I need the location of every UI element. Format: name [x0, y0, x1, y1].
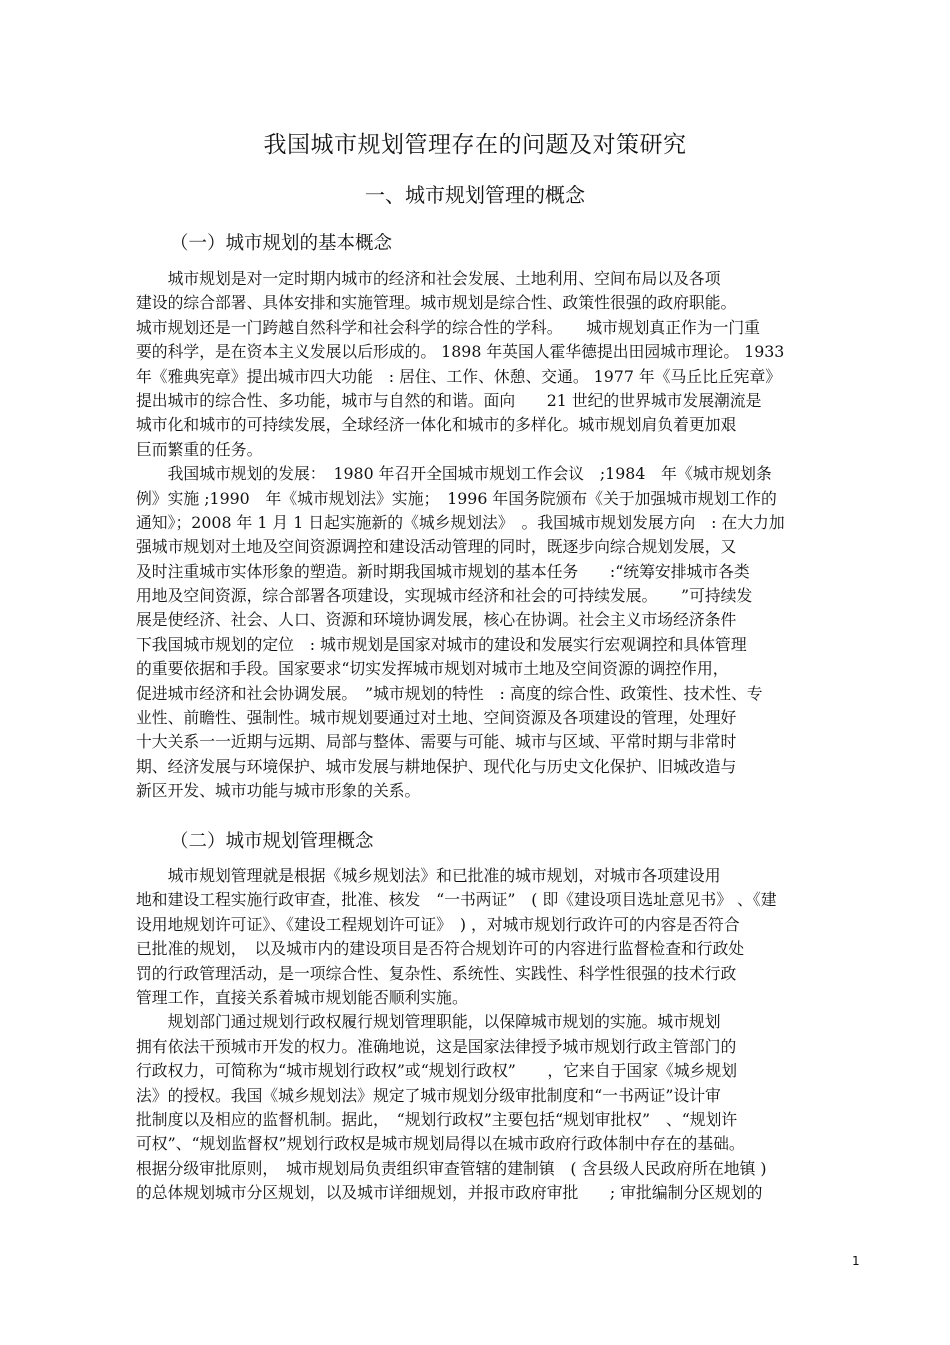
text-line: 城市规划还是一门跨越自然科学和社会科学的综合性的学科。 城市规划真正作为一门重: [136, 317, 760, 337]
text-line: 年《雅典宪章》提出城市四大功能 : 居住、工作、休憩、交通。 1977 年《马丘比丘宪章》: [136, 366, 782, 386]
text-line: 期、经济发展与环境保护、城市发展与耕地保护、现代化与历史文化保护、旧城改造与: [136, 756, 737, 776]
text-line: 根据分级审批原则， 城市规划局负责组织审查管辖的建制镇 ( 含县级人民政府所在地镇 ): [136, 1158, 767, 1178]
text-line: 罚的行政管理活动，是一项综合性、复杂性、系统性、实践性、科学性很强的技术行政: [136, 963, 737, 983]
text-line: 十大关系一一近期与远期、局部与整体、需要与可能、城市与区域、平常时期与非常时: [136, 732, 737, 752]
body-text-block-1: [136, 267, 866, 804]
text-line: 通知》；2008 年 1 月 1 日起实施新的《城乡规划法》 。我国城市规划发展方向 : 在大力加: [136, 512, 785, 532]
document-title: 我国城市规划管理存在的问题及对策研究: [263, 132, 687, 158]
text-line: 批制度以及相应的监督机制。据此， “规划行政权”主要包括“规划审批权” 、“规划许: [136, 1109, 738, 1129]
text-line: 巨而繁重的任务。: [136, 439, 263, 459]
text-line: 新区开发、城市功能与城市形象的关系。: [136, 781, 421, 801]
text-line: 可权”、“规划监督权”规划行政权是城市规划局得以在城市政府行政体制中存在的基础。: [136, 1134, 745, 1154]
text-line: 提出城市的综合性、多功能，城市与自然的和谐。面向 21 世纪的世界城市发展潮流是: [136, 390, 762, 410]
text-line: 要的科学，是在资本主义发展以后形成的。 1898 年英国人霍华德提出田园城市理论。 1933: [136, 342, 785, 362]
text-line: 法》的授权。我国《城乡规划法》规定了城市规划分级审批制度和“一书两证”设计审: [136, 1085, 721, 1105]
text-line: 用地及空间资源，综合部署各项建设，实现城市经济和社会的可持续发展。 ”可持续发: [136, 586, 753, 606]
text-line: 已批准的规划， 以及城市内的建设项目是否符合规划许可的内容进行监督检查和行政处: [136, 939, 745, 959]
text-line: 展是使经济、社会、人口、资源和环境协调发展，核心在协调。社会主义市场经济条件: [136, 610, 737, 630]
text-line: 城市规划管理就是根据《城乡规划法》和已批准的城市规划，对城市各项建设用: [136, 866, 721, 885]
text-line: 例》实施 ;1990 年《城市规划法》实施； 1996 年国务院颁布《关于加强城市规划工作的: [136, 488, 777, 508]
text-line: 规划部门通过规划行政权履行规划管理职能，以保障城市规划的实施。城市规划: [136, 1012, 721, 1032]
text-line: 城市规划是对一定时期内城市的经济和社会发展、土地利用、空间布局以及各项: [136, 269, 721, 288]
text-line: 的总体规划城市分区规划，以及城市详细规划，并报市政府审批 ; 审批编制分区规划的: [136, 1183, 763, 1203]
text-line: 建设的综合部署、具体安排和实施管理。城市规划是综合性、政策性很强的政府职能。: [136, 293, 737, 313]
text-line: 促进城市经济和社会协调发展。 ”城市规划的特性 : 高度的综合性、政策性、技术性、专: [136, 683, 763, 703]
section-heading: 一、城市规划管理的概念: [365, 183, 585, 207]
body-text-block-2: [136, 864, 866, 1205]
text-line: 强城市规划对土地及空间资源调控和建设活动管理的同时，既逐步向综合规划发展，又: [136, 537, 737, 557]
text-line: 管理工作，直接关系着城市规划能否顺利实施。: [136, 987, 468, 1007]
text-line: 我国城市规划的发展： 1980 年召开全国城市规划工作会议 ;1984 年《城市规划条: [136, 464, 772, 484]
text-line: 地和建设工程实施行政审查，批准、核发 “一书两证” ( 即《建设项目选址意见书》 、《建: [136, 890, 777, 910]
page-number: 1: [852, 1254, 860, 1268]
text-line: 城市化和城市的可持续发展，全球经济一体化和城市的多样化。城市规划肩负着更加艰: [136, 415, 737, 435]
text-line: 业性、前瞻性、强制性。城市规划要通过对土地、空间资源及各项建设的管理，处理好: [136, 708, 737, 728]
text-line: 设用地规划许可证》、《建设工程规划许可证》 ) ，对城市规划行政许可的内容是否符合: [136, 914, 740, 934]
text-line: 拥有依法干预城市开发的权力。准确地说，这是国家法律授予城市规划行政主管部门的: [136, 1036, 737, 1056]
text-line: 行政权力，可简称为“城市规划行政权”或“规划行政权” ，它来自于国家《城乡规划: [136, 1061, 737, 1081]
text-line: 及时注重城市实体形象的塑造。新时期我国城市规划的基本任务 :“统筹安排城市各类: [136, 561, 750, 581]
subsection-heading-management-concept: （二）城市规划管理概念: [170, 831, 374, 852]
text-line: 下我国城市规划的定位 : 城市规划是国家对城市的建设和发展实行宏观调控和具体管理: [136, 634, 747, 654]
subsection-heading-basic-concept: （一）城市规划的基本概念: [170, 233, 393, 254]
text-line: 的重要依据和手段。国家要求“切实发挥城市规划对城市土地及空间资源的调控作用，: [136, 659, 729, 679]
